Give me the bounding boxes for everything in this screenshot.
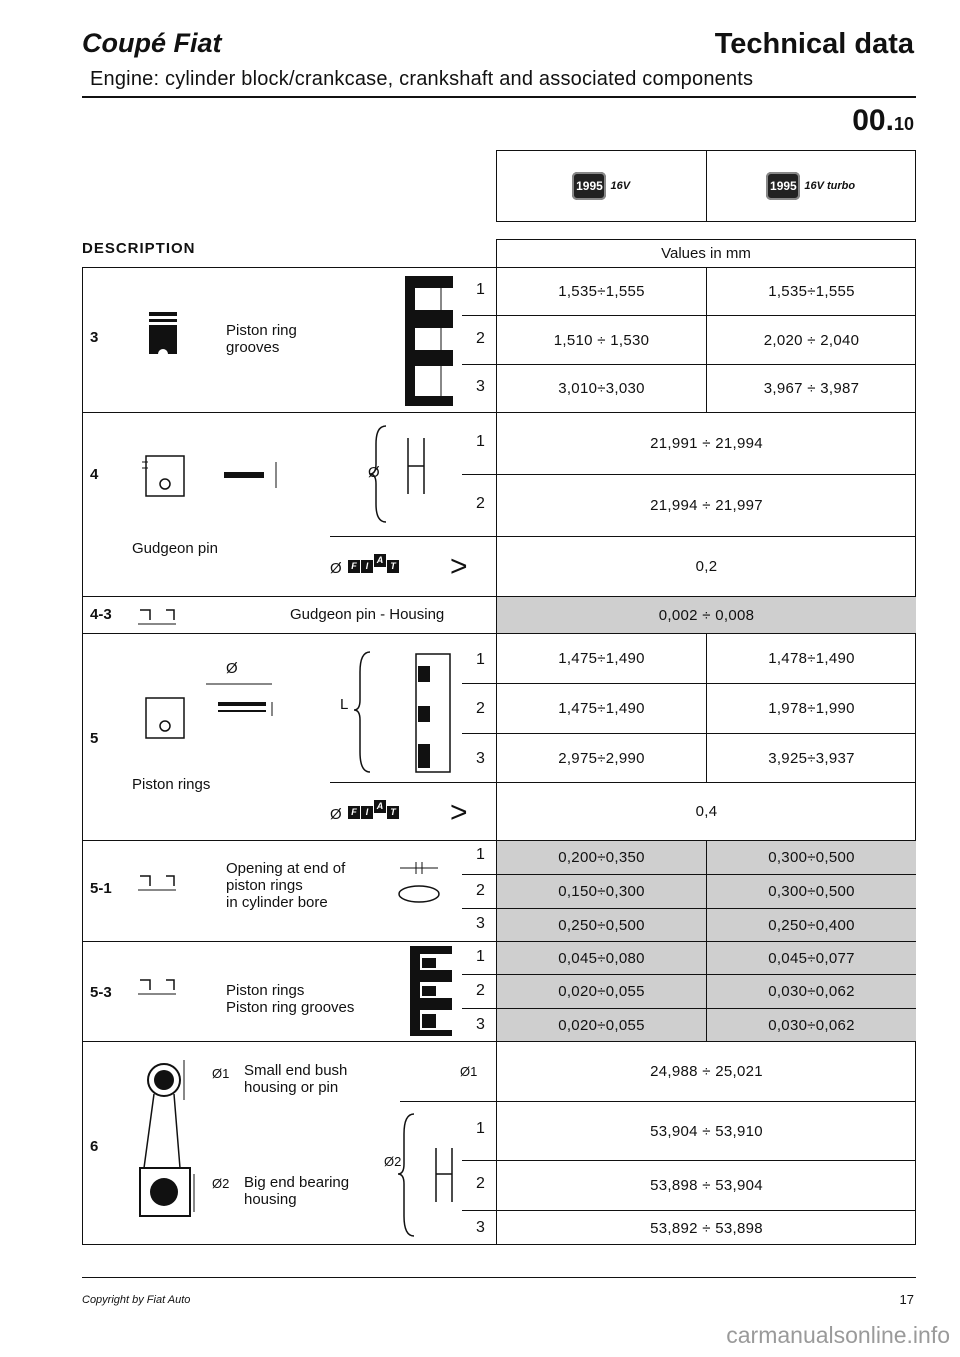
value-cell: 1,478÷1,490 — [768, 650, 855, 667]
row-number: 4-3 — [90, 606, 112, 623]
value-cell: 24,988 ÷ 25,021 — [650, 1063, 763, 1080]
copyright-text: Copyright by Fiat Auto — [82, 1294, 191, 1306]
engine-columns-header — [496, 150, 916, 222]
value-cell: 3,967 ÷ 3,987 — [763, 380, 860, 397]
year-badge-icon: 1995 — [572, 172, 606, 200]
value-cell: 0,4 — [695, 803, 718, 820]
values-header: Values in mm — [496, 239, 916, 267]
value-cell: 0,020÷0,055 — [558, 1016, 645, 1034]
engine-type-label: 16V — [610, 180, 631, 192]
ring-grooves-icon — [405, 276, 455, 406]
value-cell: 0,020÷0,055 — [558, 983, 645, 1000]
value-cell: 0,2 — [695, 558, 718, 575]
small-end-label: Small end bush housing or pin — [244, 1062, 348, 1096]
gudgeon-pin-icon — [142, 448, 292, 500]
row-number: 6 — [90, 1138, 99, 1155]
value-cell: 2,975÷2,990 — [558, 749, 645, 767]
value-cell: 53,898 ÷ 53,904 — [650, 1177, 763, 1194]
value-cell: 0,150÷0,300 — [558, 883, 645, 900]
ring-gap-label: Opening at end of piston rings in cylinder bore — [226, 860, 346, 911]
row-number: 3 — [90, 329, 99, 346]
value-cell: 0,045÷0,080 — [558, 949, 645, 967]
value-cell: 3,925÷3,937 — [768, 749, 855, 767]
piston-rings-label: Piston rings — [132, 776, 211, 793]
ring-gap-icon — [394, 860, 444, 908]
page-title: Technical data — [714, 28, 914, 60]
value-cell: 0,300÷0,500 — [768, 883, 855, 900]
value-cell: 1,535÷1,555 — [768, 283, 855, 300]
engine-type-label: 16V turbo — [804, 180, 856, 192]
row-number: 5-3 — [90, 984, 112, 1001]
value-cell: 0,045÷0,077 — [768, 949, 855, 967]
value-cell: 0,030÷0,062 — [768, 983, 855, 1000]
ring-groove-clearance-icon — [410, 946, 454, 1036]
value-cell: 21,991 ÷ 21,994 — [650, 435, 763, 452]
value-cell: 0,250÷0,500 — [558, 916, 645, 934]
value-cell: 1,510 ÷ 1,530 — [553, 331, 650, 349]
header-divider — [82, 96, 916, 98]
engine-column-16v-turbo — [706, 151, 916, 221]
greater-than-icon: > — [450, 796, 468, 829]
row-number: 4 — [90, 466, 99, 483]
greater-than-icon: > — [450, 550, 468, 583]
value-cell: 0,200÷0,350 — [558, 849, 645, 866]
value-cell: 0,300÷0,500 — [768, 849, 855, 866]
clearance-icon — [138, 976, 178, 998]
value-cell: 1,475÷1,490 — [558, 700, 645, 717]
brand-title: Coupé Fiat — [82, 28, 222, 58]
footer-divider — [82, 1277, 916, 1278]
page-subtitle: Engine: cylinder block/crankcase, crankshaft and associated components — [90, 68, 754, 90]
length-symbol: L — [340, 696, 349, 713]
value-cell: 2,020 ÷ 2,040 — [763, 331, 860, 349]
gudgeon-pin-label: Gudgeon pin — [132, 540, 218, 557]
ring-groove-clearance-label: Piston rings Piston ring grooves — [226, 982, 355, 1016]
big-end-label: Big end bearing housing — [244, 1174, 350, 1208]
piston-icon — [146, 312, 180, 354]
value-cell: 0,030÷0,062 — [768, 1016, 855, 1034]
value-cell: 3,010÷3,030 — [558, 380, 645, 397]
year-badge-icon: 1995 — [766, 172, 800, 200]
value-cell: 0,002 ÷ 0,008 — [658, 606, 755, 624]
value-cell: 53,904 ÷ 53,910 — [650, 1122, 763, 1140]
connecting-rod-icon — [140, 1050, 220, 1240]
watermark-text: carmanualsonline.info — [726, 1322, 950, 1348]
engine-column-16v — [497, 151, 706, 221]
value-cell: 1,535÷1,555 — [558, 283, 645, 300]
bore-brace-icon — [400, 1112, 460, 1238]
value-cell: 53,892 ÷ 53,898 — [650, 1219, 763, 1237]
bore-brace-icon — [372, 424, 462, 524]
value-cell: 21,994 ÷ 21,997 — [650, 497, 763, 514]
ring-section-icon — [356, 650, 456, 774]
fiat-oversize-icon: F I A T — [348, 806, 399, 819]
value-cell: 0,250÷0,400 — [768, 916, 855, 934]
page-number: 17 — [899, 1292, 914, 1307]
value-cell: 1,978÷1,990 — [768, 700, 855, 717]
row-number: 5 — [90, 730, 99, 747]
description-heading: DESCRIPTION — [82, 240, 196, 257]
piston-ring-grooves-label: Piston ring grooves — [226, 322, 297, 356]
clearance-icon — [138, 872, 178, 894]
fiat-oversize-icon: F I A T — [348, 560, 399, 573]
row-number: 5-1 — [90, 880, 112, 897]
gudgeon-pin-housing-label: Gudgeon pin - Housing — [290, 606, 445, 623]
section-number: 00.10 — [852, 104, 914, 137]
piston-ring-icon — [142, 662, 292, 742]
clearance-icon — [138, 606, 178, 628]
value-cell: 1,475÷1,490 — [558, 650, 645, 667]
